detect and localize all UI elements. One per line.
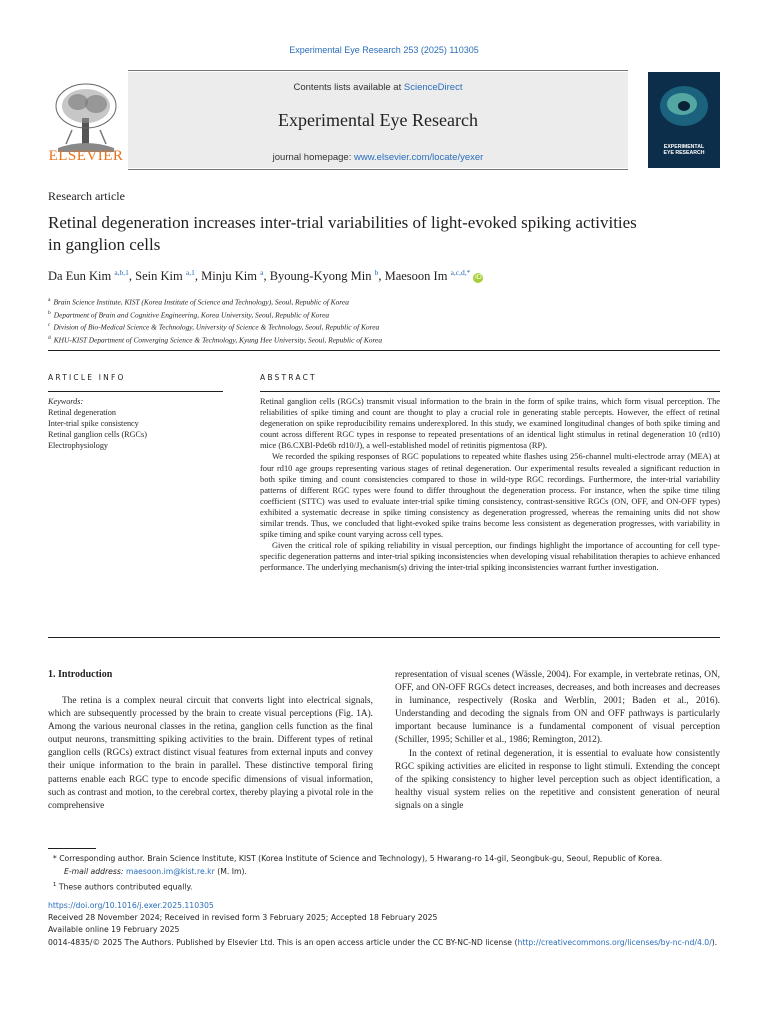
equal-text: These authors contributed equally. (58, 882, 193, 892)
article-info-heading: ARTICLE INFO (48, 373, 126, 382)
keyword-item: Electrophysiology (48, 441, 109, 450)
masthead (48, 70, 720, 170)
affiliation-item (48, 333, 720, 346)
affiliation-text: KHU-KIST Department of Converging Science & Technology, Kyung Hee University, Seoul, Republic of Korea (53, 335, 383, 345)
author-list (48, 268, 720, 284)
intro-right-column (395, 669, 720, 813)
contents-prefix: Contents lists available at (293, 82, 404, 93)
section-divider (48, 350, 720, 351)
affiliation-key: a (48, 297, 51, 303)
equal-contribution-note: $^1$ These authors contributed equally. (52, 881, 193, 892)
affiliation-item (48, 320, 720, 333)
footnotes (48, 853, 720, 894)
keyword-item: Inter-trial spike consistency (48, 419, 139, 428)
footnote-rule (48, 848, 96, 849)
abstract-paragraph: Retinal ganglion cells (RGCs) transmit visual information to the brain in the form of spike trains, which form visual perception. The reliabilities of spike timing and count are thought to play a crucial role in generating stable percepts. However, the effect of retinal degeneration on spike reproducibility remains underexplored. In this study, we examined longitudinal changes of both spike timing and count across different RGC types in response to repeated presentations of an identical light stimulus in retinal degeneration 10 (rd10) mice (B6.CXBl-Pde6b rd10/J), a well-established model of retinitis pigmentosa (RP). (260, 397, 720, 451)
introduction-heading: 1. Introduction (48, 669, 113, 680)
affiliation-item (48, 295, 720, 308)
abstract-body (260, 396, 720, 574)
intro-paragraph: The retina is a complex neural circuit that converts light into electrical signals, which are subsequently processed by the brain to create visual perceptions (Fig. 1A). Among the various neuronal classes in the retina, ganglion cells function as the final output neurons, transmitting spiking activities to the brain. Different types of retinal ganglion cells (RGCs) extract distinct visual features from external inputs and convey their unique information to the brain in parallel. These distinctive temporal firing patterns enable each RGC type to encode specific dimensions of visual information, such as contrast and motion, to the cerebral cortex, thereby playing a pivotal role in the comprehensive (48, 696, 373, 811)
email-suffix: (M. Im). (214, 866, 247, 876)
abstract-paragraph: We recorded the spiking responses of RGC populations to repeated white flashes using 256-channel multi-electrode array (MEA) at four rd10 age groups representing various stages of retinal degeneration. Our experimental results revealed a significant reduction in both spike timing and count consistencies compared to those in wild-type RGC recordings. Furthermore, the inter-trial variability patterns of different RGC types were found to differ throughout the degeneration process. For instance, when the spike time tiling coefficient (STTC) was used to evaluate inter-trial spike timing consistency, contrast-sensitive RGCs (ON, OFF, and ON-OFF types) exhibited a systematic decrease in spike timing consistency as degeneration progressed, whereas the remaining units did not show similar trends. Thus, we concluded that light-evoked spike trains become less consistent as degeneration progresses, with variability in spike timing and spike count varying across cell types. (260, 452, 720, 540)
cover-title-line-2: EYE RESEARCH (663, 150, 705, 156)
article-title: Retinal degeneration increases inter-trial variabilities of light-evoked spiking activities in ganglion cells (48, 213, 637, 254)
author-affiliation-marker[interactable]: b (374, 268, 379, 277)
keywords-label: Keywords: (48, 397, 84, 406)
intro-paragraph: In the context of retinal degeneration, it is essential to evaluate how consistently RGC spiking activities are elicited in response to light stimuli. Extending the concept of the spiking consistency to higher level perception such as object identification, a healthy visual system relies on the repetitive and consistent generation of neural signals on a single (395, 748, 720, 811)
contents-line (128, 82, 628, 93)
affiliation-text: Department of Brain and Cognitive Engineering, Korea University, Seoul, Republic of Korea (53, 310, 330, 320)
journal-title: Experimental Eye Research (278, 110, 478, 130)
corresponding-author-note: * Corresponding author. Brain Science Institute, KIST (Korea Institute of Science and Technology), 5 Hwarang-ro 14-gil, Seongbuk-gu, Seoul, Republic of Korea. (48, 854, 663, 863)
intro-left-column (48, 695, 373, 813)
affiliation-key: b (48, 309, 51, 316)
received-dates: Received 28 November 2024; Received in revised form 3 February 2025; Accepted 18 February 2025 (48, 913, 438, 923)
author-separator: , (263, 269, 270, 284)
available-online: Available online 19 February 2025 (48, 925, 180, 935)
cover-title-line-1: EXPERIMENTAL (663, 144, 705, 150)
author-separator: , (378, 269, 385, 284)
cover-title (648, 144, 720, 156)
journal-reference[interactable]: Experimental Eye Research 253 (2025) 110305 (289, 45, 479, 55)
orcid-icon[interactable]: iD (475, 274, 482, 282)
homepage-prefix: journal homepage: (272, 152, 354, 163)
license-suffix: ). (711, 937, 718, 947)
email-link[interactable]: maesoon.im@kist.re.kr (125, 866, 215, 876)
author[interactable]: Da Eun Kim (48, 269, 112, 284)
journal-cover-image[interactable] (648, 72, 720, 168)
doi-link[interactable]: https://doi.org/10.1016/j.exer.2025.110305 (48, 901, 214, 910)
masthead-top-rule (128, 70, 628, 71)
article-meta (48, 900, 720, 949)
author[interactable]: Maesoon Im (384, 269, 448, 284)
author-affiliation-marker[interactable]: a,b,1 (114, 268, 129, 277)
affiliation-text: Division of Bio-Medical Science & Technology, University of Science & Technology, Seoul, Republic of Korea (53, 322, 380, 332)
author[interactable]: Minju Kim (201, 269, 257, 284)
license-prefix: 0014-4835/© 2025 The Authors. Published by Elsevier Ltd. This is an open access article under the CC BY-NC-ND license ( (48, 937, 518, 947)
keyword-item: Retinal ganglion cells (RGCs) (48, 430, 147, 439)
author[interactable]: Sein Kim (135, 269, 183, 284)
keyword-item: Retinal degeneration (48, 408, 116, 417)
cover-eye-icon (648, 78, 720, 138)
affiliation-item (48, 308, 720, 321)
corresponding-text: Corresponding author. Brain Science Institute, KIST (Korea Institute of Science and Technology), 5 Hwarang-ro 14-gil, Seongbuk-gu, Seoul, Republic of Korea. (59, 854, 663, 863)
article-type: Research article (48, 189, 125, 203)
abstract-rule (260, 391, 720, 392)
affiliation-text: Brain Science Institute, KIST (Korea Institute of Science and Technology), Seoul, Republic of Korea (53, 297, 349, 307)
homepage-line (128, 152, 628, 163)
author-separator: , (128, 269, 136, 284)
affiliation-key: c (48, 322, 51, 329)
author[interactable]: Byoung-Kyong Min (269, 269, 372, 284)
email-label: E-mail address: (64, 866, 126, 876)
sciencedirect-link[interactable]: ScienceDirect (403, 82, 463, 93)
license-link[interactable]: http://creativecommons.org/licenses/by-nc-nd/4.0/ (517, 937, 712, 947)
keywords-block (48, 396, 223, 451)
abstract-heading: ABSTRACT (260, 373, 317, 382)
author-affiliation-marker[interactable]: a (260, 268, 264, 277)
author-affiliation-marker[interactable]: a,1 (185, 268, 195, 277)
affiliation-key: d (48, 335, 51, 342)
masthead-bottom-rule (128, 169, 628, 170)
abstract-bottom-rule (48, 637, 720, 638)
email-note (48, 866, 720, 879)
masthead-box (128, 72, 628, 168)
publisher-name: ELSEVIER (48, 148, 124, 164)
abstract-paragraph: Given the critical role of spiking reliability in visual perception, our findings highlight the importance of accounting for cell type-specific degeneration patterns and inter-trial spiking inconsistencies when developing visual rehabilitation therapies to achieve enhanced performance. The underlying mechanism(s) driving the inter-trial spiking inconsistencies warrant further investigation. (260, 541, 720, 573)
homepage-link[interactable]: www.elsevier.com/locate/yexer (353, 152, 484, 163)
article-info-rule (48, 391, 223, 392)
license-line (48, 937, 720, 949)
author-separator: , (194, 269, 202, 284)
author-affiliation-marker[interactable]: a,c,d,* (450, 268, 471, 277)
affiliations (48, 295, 720, 346)
intro-paragraph: representation of visual scenes (Wässle, 2004). For example, in vertebrate retinas, ON, OFF, and ON-OFF RGCs detect increases, decreases, and both increases and decreases in luminance, respectively (Roska and Werblin, 2001; Baden et al., 2016). Understanding and decoding the signals from ON and OFF pathways is particularly important because luminance is a fundamental component of visual perception (Schiller, 1995; Schiller et al., 1986; Remington, 2012). (395, 670, 720, 746)
